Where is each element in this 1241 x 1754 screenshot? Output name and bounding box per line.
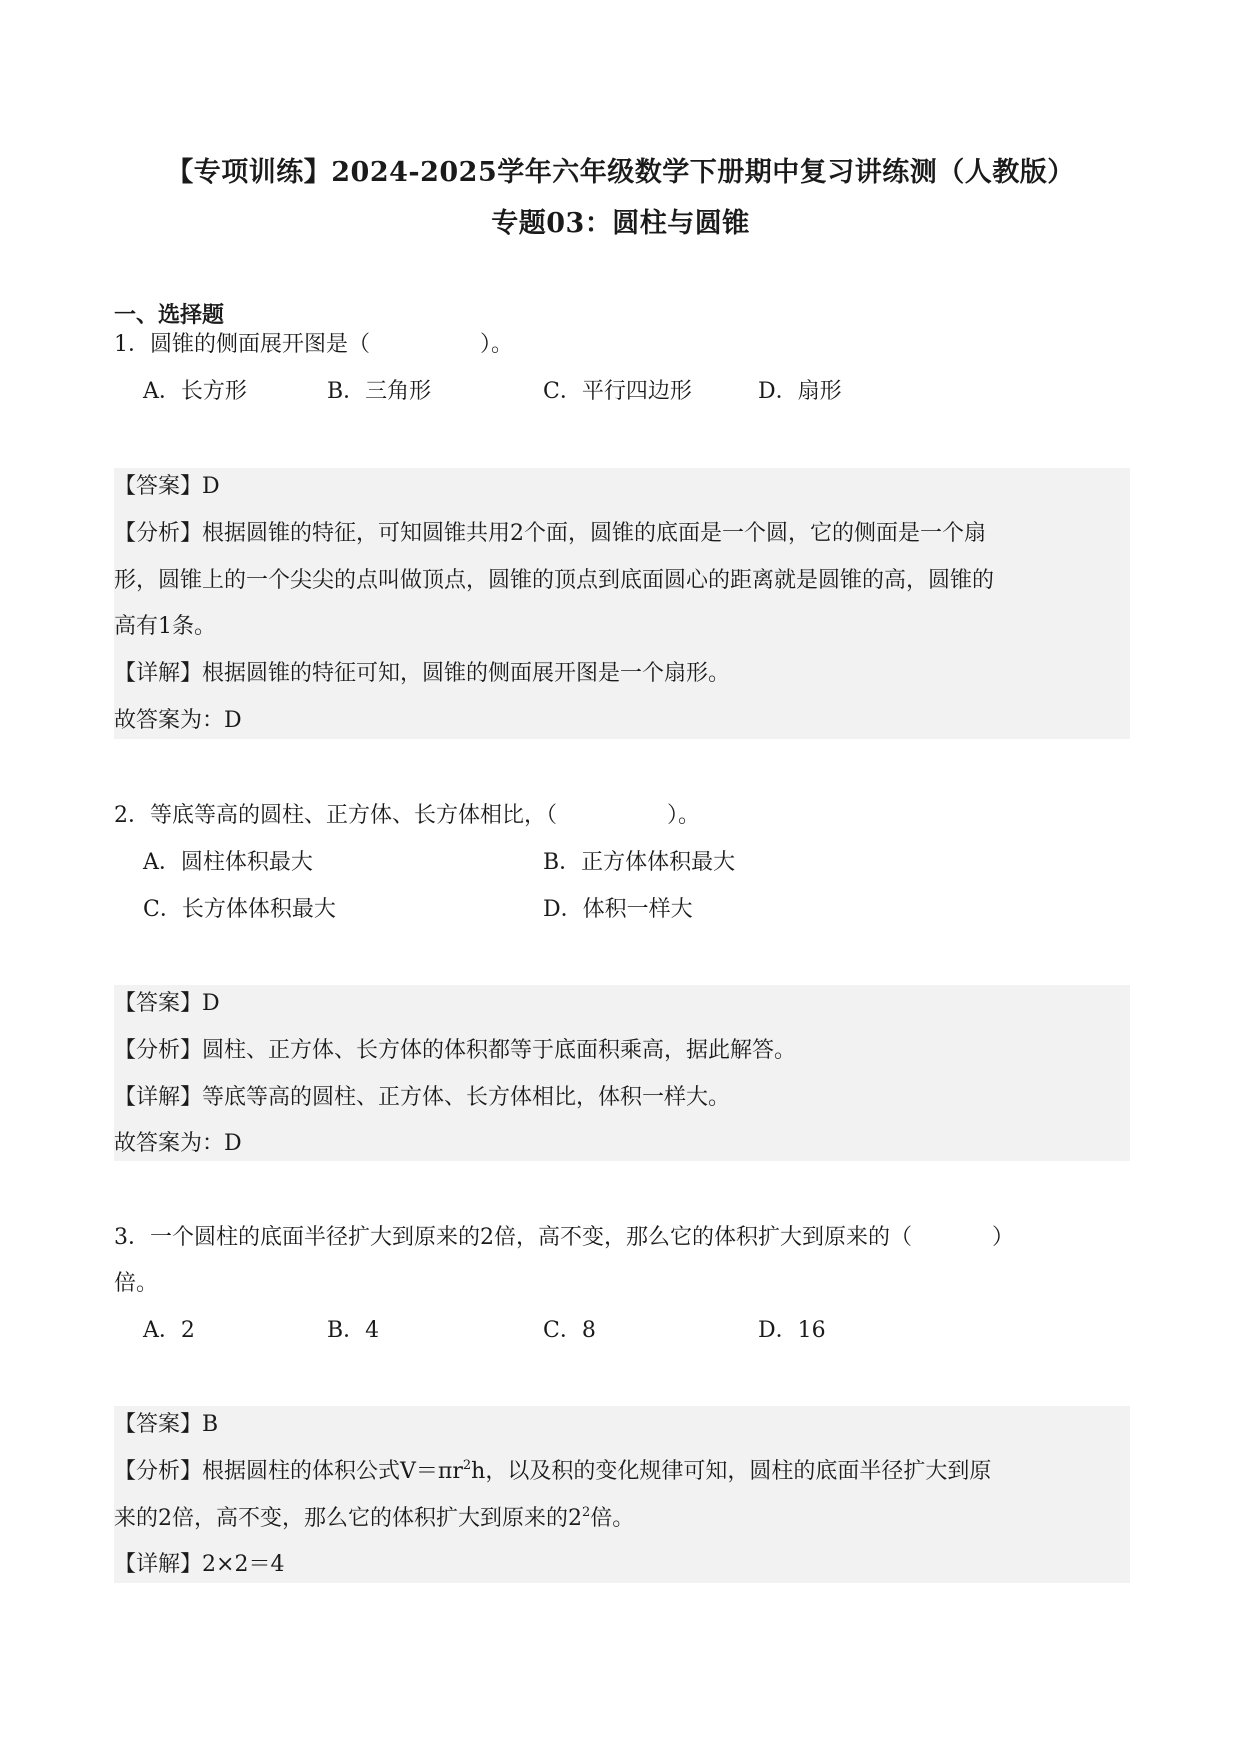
question-1-option-c: C．平行四边形 [543,379,692,404]
question-1-conclusion: 故答案为：D [114,708,242,733]
section-heading: 一、选择题 [114,302,225,328]
question-3-analysis-line-1: 【分析】根据圆柱的体积公式$V=\pi r^2h$，以及积的变化规律可知，圆柱的底面半径扩大到原 [114,1458,992,1484]
question-2-solution-box [114,985,1130,1161]
question-2-analysis: 【分析】圆柱、正方体、长方体的体积都等于底面积乘高，据此解答。 [114,1038,797,1063]
question-2-option-d: D．体积一样大 [543,897,693,922]
question-3-stem-cont: 倍。 [114,1271,159,1296]
question-1-stem: 1．圆锥的侧面展开图是（ ）。 [114,332,514,357]
question-3-option-c: C．8 [543,1318,596,1343]
question-2-answer: 【答案】D [114,991,220,1016]
question-2-conclusion: 故答案为：D [114,1131,242,1156]
question-3-answer: 【答案】B [114,1412,219,1437]
question-1-option-a: A．长方形 [143,379,247,404]
question-3-option-a: A．2 [143,1318,195,1343]
question-2-detail: 【详解】等底等高的圆柱、正方体、长方体相比，体积一样大。 [114,1085,731,1110]
question-1-option-d: D．扇形 [758,379,842,404]
question-1-detail: 【详解】根据圆锥的特征可知，圆锥的侧面展开图是一个扇形。 [114,661,731,686]
question-1-solution-box [114,468,1130,739]
question-1-analysis-line-3: 高有1条。 [114,614,216,639]
question-3-detail: 【详解】2×2＝4 [114,1552,285,1577]
question-1-analysis-line-2: 形，圆锥上的一个尖尖的点叫做顶点，圆锥的顶点到底面圆心的距离就是圆锥的高，圆锥的 [114,568,995,593]
question-3-solution-box [114,1406,1130,1583]
question-3-stem: 3．一个圆柱的底面半径扩大到原来的2倍，高不变，那么它的体积扩大到原来的（ ） [114,1225,1015,1250]
document-subtitle: 专题03：圆柱与圆锥 [491,208,750,239]
question-2-option-b: B．正方体体积最大 [543,850,736,875]
document-title: 【专项训练】2024-2025学年六年级数学下册期中复习讲练测（人教版） [166,157,1075,188]
question-3-option-d: D．16 [758,1318,826,1343]
question-3-option-b: B．4 [327,1318,380,1343]
question-1-analysis-line-1: 【分析】根据圆锥的特征，可知圆锥共用2个面，圆锥的底面是一个圆，它的侧面是一个扇 [114,521,987,546]
question-1-answer: 【答案】D [114,474,220,499]
question-1-option-b: B．三角形 [327,379,432,404]
question-2-stem: 2．等底等高的圆柱、正方体、长方体相比，（ ）。 [114,803,701,828]
question-2-option-a: A．圆柱体积最大 [143,850,313,875]
question-3-analysis-line-2: 来的2倍，高不变，那么它的体积扩大到原来的$2^2$倍。 [114,1505,635,1531]
question-2-option-c: C．长方体体积最大 [143,897,336,922]
